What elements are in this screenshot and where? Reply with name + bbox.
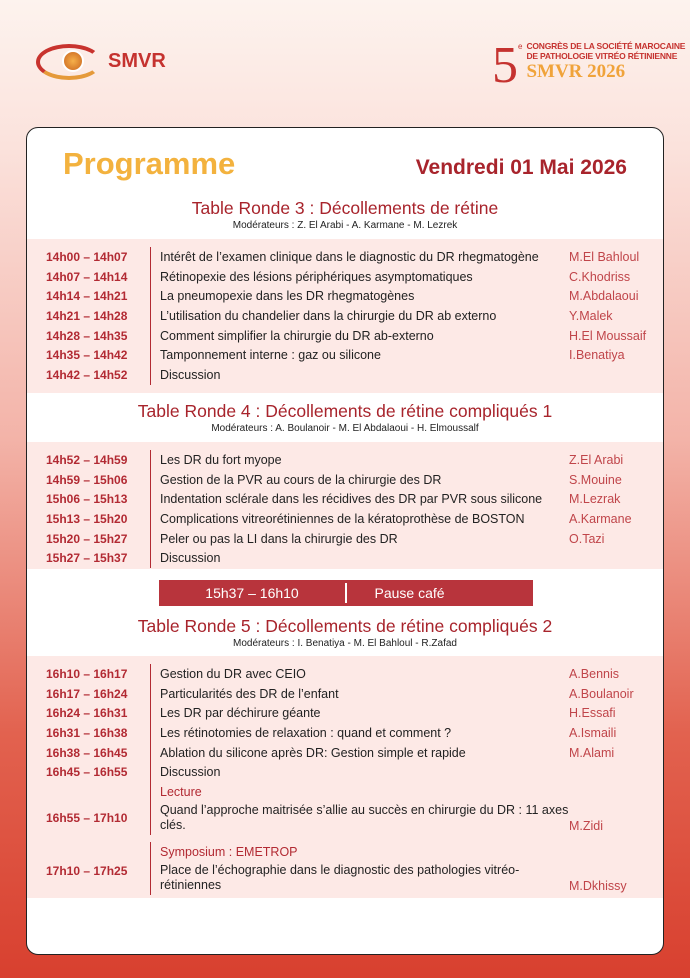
row-time: 16h55 – 17h10 [46, 811, 128, 826]
row-speaker: M.Dkhissy [569, 878, 627, 893]
row-topic [150, 345, 569, 365]
page-title: Programme [63, 146, 236, 181]
row-time: 16h17 – 16h24 [46, 686, 128, 701]
topic-text: Lecture [160, 784, 202, 799]
congress-sup: e [518, 42, 523, 51]
row-time: 16h24 – 16h31 [46, 706, 128, 721]
topic-text: La pneumopexie dans les DR rhegmatogènes [160, 289, 415, 304]
topic-text: Rétinopexie des lésions périphériques asymptomatiques [160, 269, 473, 284]
topic-text: Place de l’échographie dans le diagnostic des pathologies vitréo-rétiniennes [160, 863, 520, 892]
row-speaker: M.El Bahloul [569, 249, 640, 264]
schedule-row [27, 743, 663, 763]
session-schedule [27, 442, 663, 569]
row-time: 16h45 – 16h55 [46, 765, 128, 780]
schedule-row [27, 267, 663, 287]
topic-text: Gestion de la PVR au cours de la chirurgie des DR [160, 472, 442, 487]
program-card [26, 127, 664, 955]
row-speaker: A.Karmane [569, 511, 632, 526]
session-moderators: Modérateurs : Z. El Arabi - A. Karmane - M. Lezrek [232, 220, 458, 231]
session-schedule [27, 656, 663, 898]
row-topic [150, 723, 569, 743]
row-topic [150, 762, 569, 782]
topic-text: Gestion du DR avec CEIO [160, 666, 306, 681]
topic-text: L’utilisation du chandelier dans la chirurgie du DR ab externo [160, 308, 497, 323]
topic-text: Tamponnement interne : gaz ou silicone [160, 348, 381, 363]
row-speaker: H.Essafi [569, 706, 616, 721]
row-topic [150, 684, 569, 704]
row-topic [150, 450, 569, 470]
congress-line3: SMVR 2026 [526, 61, 626, 82]
schedule-row [27, 529, 663, 549]
row-time: 14h35 – 14h42 [46, 348, 128, 363]
row-speaker: I.Benatiya [569, 348, 625, 363]
row-topic [150, 509, 569, 529]
schedule-row [27, 306, 663, 326]
session-title: Table Ronde 5 : Décollements de rétine compliqués 2 [137, 616, 553, 636]
schedule-row [27, 326, 663, 346]
pause-label: Pause café [374, 585, 445, 601]
row-speaker: M.Abdalaoui [569, 289, 639, 304]
row-time: 14h21 – 14h28 [46, 308, 128, 323]
schedule-row [27, 286, 663, 306]
eye-logo-icon [36, 42, 102, 80]
row-time: 17h10 – 17h25 [46, 863, 128, 878]
row-time: 15h20 – 15h27 [46, 531, 128, 546]
row-topic [150, 286, 569, 306]
row-topic [150, 743, 569, 763]
topic-text: Peler ou pas la LI dans la chirurgie des DR [160, 531, 398, 546]
topic-text: Discussion [160, 765, 221, 780]
row-time: 14h59 – 15h06 [46, 472, 128, 487]
topic-text: Discussion [160, 551, 221, 566]
schedule-row [27, 862, 663, 895]
topic-text: Particularités des DR de l’enfant [160, 686, 339, 701]
row-topic [150, 529, 569, 549]
row-time: 14h07 – 14h14 [46, 269, 128, 284]
row-speaker: Z.El Arabi [569, 452, 624, 467]
schedule-row [27, 684, 663, 704]
row-time: 15h27 – 15h37 [46, 551, 128, 566]
session-header [27, 198, 663, 231]
topic-text: Intérêt de l’examen clinique dans le diagnostic du DR rhegmatogène [160, 249, 539, 264]
schedule-row [27, 509, 663, 529]
topic-text: Les DR du fort myope [160, 452, 282, 467]
congress-logo [492, 37, 686, 94]
row-topic [150, 802, 569, 835]
row-time: 16h31 – 16h38 [46, 725, 128, 740]
row-speaker: A.Ismaili [569, 725, 617, 740]
row-speaker: Y.Malek [569, 308, 613, 323]
row-topic [150, 267, 569, 287]
topic-text: Les DR par déchirure géante [160, 706, 321, 721]
row-time: 14h00 – 14h07 [46, 249, 128, 264]
schedule-row [27, 450, 663, 470]
session-title: Table Ronde 3 : Décollements de rétine [191, 198, 499, 218]
schedule-row [27, 365, 663, 385]
row-time: 16h38 – 16h45 [46, 745, 128, 760]
topic-text: Indentation sclérale dans les récidives des DR par PVR sous silicone [160, 492, 543, 507]
schedule-row [27, 703, 663, 723]
row-time: 14h52 – 14h59 [46, 452, 128, 467]
smvr-logo [36, 42, 166, 80]
schedule-row [27, 802, 663, 835]
schedule-row [27, 762, 663, 782]
schedule-row [27, 247, 663, 267]
row-speaker: H.El Moussaif [569, 328, 647, 343]
session-header [27, 616, 663, 649]
schedule-row [27, 548, 663, 568]
row-topic [150, 842, 569, 862]
row-time: 14h14 – 14h21 [46, 289, 128, 304]
row-topic [150, 703, 569, 723]
row-topic [150, 326, 569, 346]
topic-text: Quand l’approche maitrisée s’allie au succès en chirurgie du DR : 11 axes clés. [160, 803, 569, 833]
pause-bar [159, 580, 533, 606]
row-speaker: M.Alami [569, 745, 615, 760]
session-moderators: Modérateurs : I. Benatiya - M. El Bahloul - R.Zafad [233, 638, 457, 649]
session-moderators: Modérateurs : A. Boulanoir - M. El Abdalaoui - H. Elmoussalf [211, 423, 479, 434]
row-time: 15h13 – 15h20 [46, 511, 128, 526]
session-header [27, 401, 663, 434]
logo-text: SMVR [108, 49, 166, 72]
row-topic [150, 306, 569, 326]
session-schedule [27, 239, 663, 393]
session-title: Table Ronde 4 : Décollements de rétine compliqués 1 [137, 401, 553, 421]
congress-number: 5 [492, 37, 518, 94]
schedule-row [27, 842, 663, 862]
schedule-row [27, 664, 663, 684]
row-topic [150, 782, 569, 802]
row-time: 16h10 – 16h17 [46, 666, 128, 681]
congress-line2: DE PATHOLOGIE VITRÉO RÉTINIENNE [526, 51, 678, 61]
row-topic [150, 365, 569, 385]
schedule-row [27, 489, 663, 509]
row-speaker: M.Zidi [569, 818, 604, 833]
schedule-row [27, 345, 663, 365]
row-time: 14h28 – 14h35 [46, 328, 128, 343]
row-speaker: A.Bennis [569, 666, 620, 681]
row-speaker: S.Mouine [569, 472, 622, 487]
topic-text: Discussion [160, 367, 221, 382]
congress-line1: CONGRÈS DE LA SOCIÉTÉ MAROCAINE [526, 41, 686, 51]
topic-text: Ablation du silicone après DR: Gestion simple et rapide [160, 745, 466, 760]
topic-text: Complications vitreorétiniennes de la kératoprothèse de BOSTON [160, 511, 525, 526]
row-time: 14h42 – 14h52 [46, 367, 128, 382]
row-topic [150, 548, 569, 568]
schedule-row [27, 782, 663, 802]
topic-text: Comment simplifier la chirurgie du DR ab-externo [160, 328, 434, 343]
topic-text: Les rétinotomies de relaxation : quand et comment ? [160, 725, 452, 740]
row-speaker: M.Lezrak [569, 492, 621, 507]
schedule-row [27, 470, 663, 490]
row-topic [150, 470, 569, 490]
topic-text: Symposium : EMETROP [160, 844, 298, 859]
pause-time: 15h37 – 16h10 [205, 585, 299, 601]
row-topic [150, 247, 569, 267]
row-speaker: O.Tazi [569, 531, 605, 546]
row-topic [150, 489, 569, 509]
program-date: Vendredi 01 Mai 2026 [415, 156, 627, 179]
row-topic [150, 664, 569, 684]
row-topic [150, 862, 569, 895]
row-time: 15h06 – 15h13 [46, 492, 128, 507]
schedule-row [27, 723, 663, 743]
row-speaker: A.Boulanoir [569, 686, 634, 701]
row-speaker: C.Khodriss [569, 269, 631, 284]
